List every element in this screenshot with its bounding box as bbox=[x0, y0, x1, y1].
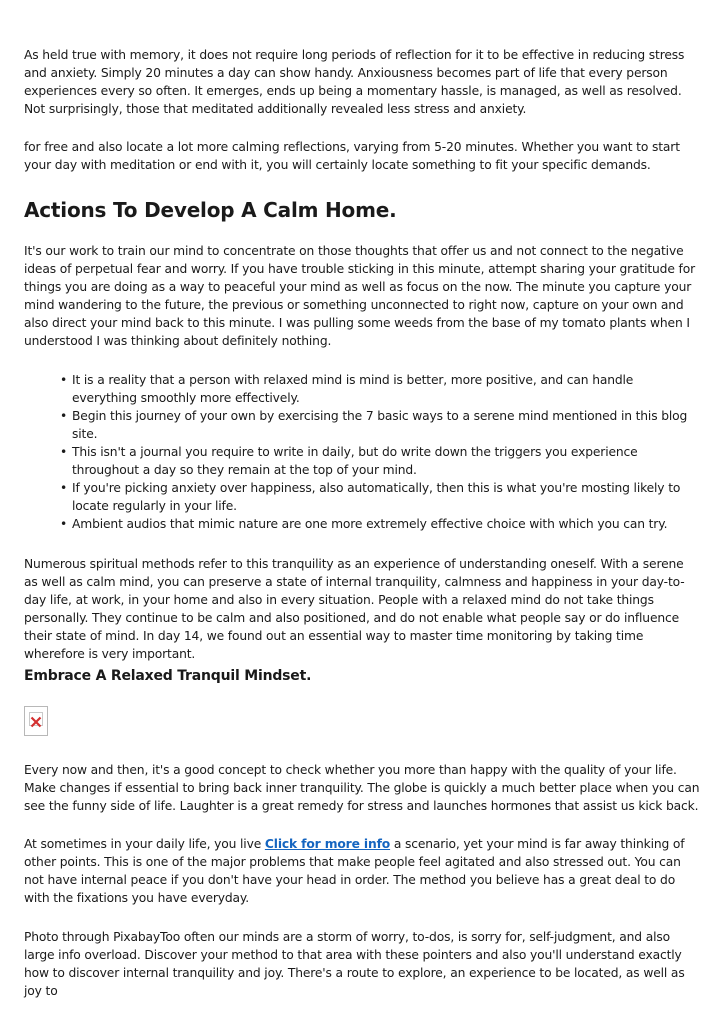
more-info-link[interactable]: Click for more info bbox=[264, 837, 391, 851]
paragraph-daily-life bbox=[24, 835, 700, 907]
paragraph-intro: As held true with memory, it does not require long periods of reflection for it to be effective in reducing stress and anxiety. Simply 20 minutes a day can show handy. Anxiousness becomes part of life that every person experiences every so often. It emerges, ends up being a momentary hassle, is managed, as well as resolved. Not surprisingly, those that meditated additionally revealed less stress and anxiety. bbox=[24, 48, 685, 116]
paragraph-meditation: for free and also locate a lot more calming reflections, varying from 5-20 minutes. Whether you want to start your day with meditation or end with it, you will certainly locate something to fit your specific demands. bbox=[24, 140, 680, 172]
paragraph-pixabay: Photo through PixabayToo often our minds are a storm of worry, to-dos, is sorry for, self-judgment, and also large info overload. Discover your method to that area with these pointers and also you'll understand exactly how to discover internal tranquility and joy. There's a route to explore, an experience to be located, as well as joy to bbox=[24, 930, 685, 998]
close-icon bbox=[30, 716, 42, 728]
broken-image-icon bbox=[24, 706, 48, 736]
paragraph-train-mind: It's our work to train our mind to concentrate on those thoughts that offer us and not connect to the negative ideas of perpetual fear and worry. If you have trouble sticking in this minute, attempt sharing your gratitude for things you are doing as a way to peaceful your mind as well as focus on the now. The minute you capture your mind wandering to the future, the previous or something unconnected to right now, capture on your own and also direct your mind back to this minute. I was pulling some weeds from the base of my tomato plants when I understood I was thinking about definitely nothing. bbox=[24, 244, 695, 348]
list-item: • Begin this journey of your own by exercising the 7 basic ways to a serene mind mentioned in this blog site. bbox=[72, 407, 700, 443]
heading-tranquil-mindset: Embrace A Relaxed Tranquil Mindset. bbox=[24, 668, 312, 684]
list-item: • If you're picking anxiety over happiness, also automatically, then this is what you're mosting likely to locate regularly in your life. bbox=[72, 479, 700, 515]
paragraph-spiritual: Numerous spiritual methods refer to this tranquility as an experience of understanding oneself. With a serene as well as calm mind, you can preserve a state of internal tranquility, calmness and happiness in your day-to-day life, at work, in your home and also in every situation. People with a relaxed mind do not take things personally. They continue to be calm and also positioned, and do not enable what people say or do influence their state of mind. In day 14, we found out an essential way to master time monitoring by taking time wherefore is very important. bbox=[24, 557, 685, 661]
paragraph-text: a scenario, yet your mind is far away thinking of other points. This is one of the major problems that make people feel agitated and also stressed out. You can not have internal peace if you don't have your head in order. The method you believe has a great deal to do with the fixations you have everyday. bbox=[24, 837, 685, 905]
bullet-list bbox=[24, 371, 700, 533]
list-item: • It is a reality that a person with relaxed mind is mind is better, more positive, and can handle everything smoothly more effectively. bbox=[72, 371, 700, 407]
list-item: • Ambient audios that mimic nature are one more extremely effective choice with which you can try. bbox=[72, 515, 700, 533]
paragraph-quality-of-life: Every now and then, it's a good concept to check whether you more than happy with the quality of your life. Make changes if essential to bring back inner tranquility. The globe is quickly a much better place when you can see the funny side of life. Laughter is a great remedy for stress and launches hormones that assist us kick back. bbox=[24, 763, 700, 813]
broken-image-frame bbox=[29, 712, 43, 726]
list-item: • This isn't a journal you require to write in daily, but do write down the triggers you experience throughout a day so they remain at the top of your mind. bbox=[72, 443, 700, 479]
heading-calm-home: Actions To Develop A Calm Home. bbox=[24, 198, 397, 222]
paragraph-text: At sometimes in your daily life, you live bbox=[24, 837, 265, 851]
